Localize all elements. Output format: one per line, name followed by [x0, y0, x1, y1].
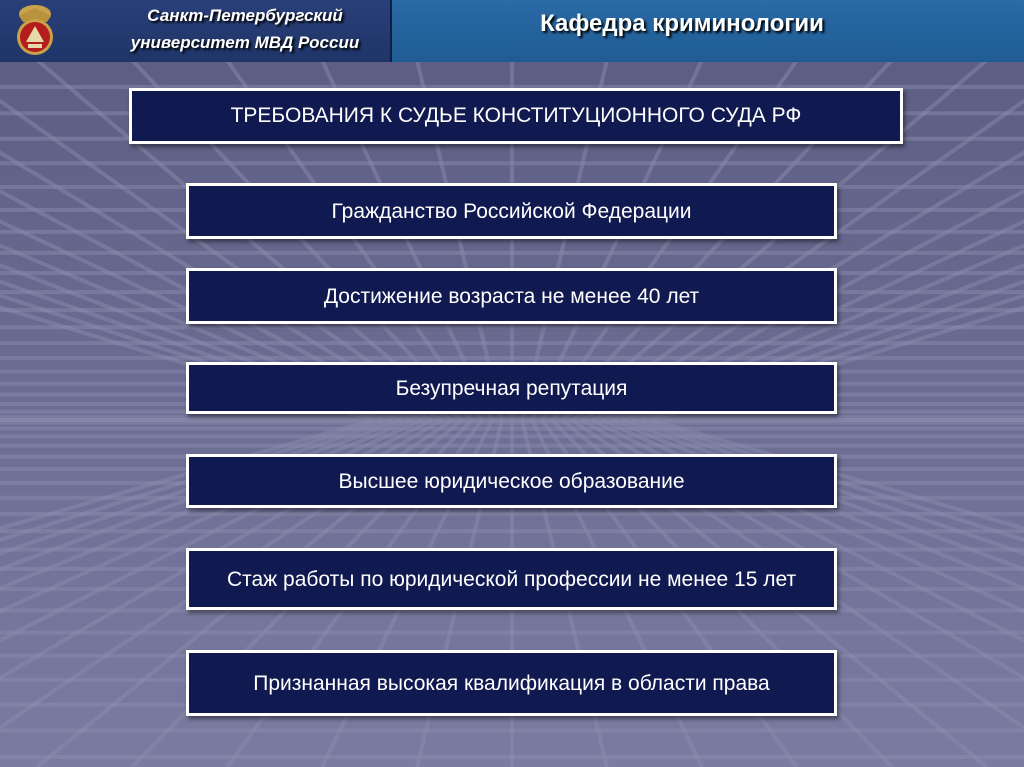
requirement-box: Высшее юридическое образование — [186, 454, 837, 508]
mvd-emblem-icon — [4, 2, 66, 60]
header-university-panel — [0, 0, 392, 62]
university-name — [100, 2, 390, 56]
university-name-line2: университет МВД России — [130, 33, 360, 52]
requirement-box: Достижение возраста не менее 40 лет — [186, 268, 837, 324]
requirement-box: Стаж работы по юридической профессии не менее 15 лет — [186, 548, 837, 610]
slide-title: ТРЕБОВАНИЯ К СУДЬЕ КОНСТИТУЦИОННОГО СУДА РФ — [129, 88, 903, 144]
requirement-box: Гражданство Российской Федерации — [186, 183, 837, 239]
department-title: Кафедра криминологии — [540, 10, 824, 37]
slide-header — [0, 0, 1024, 62]
requirement-box: Безупречная репутация — [186, 362, 837, 414]
requirement-box: Признанная высокая квалификация в области права — [186, 650, 837, 716]
university-name-line1: Санкт-Петербургский — [147, 6, 343, 25]
